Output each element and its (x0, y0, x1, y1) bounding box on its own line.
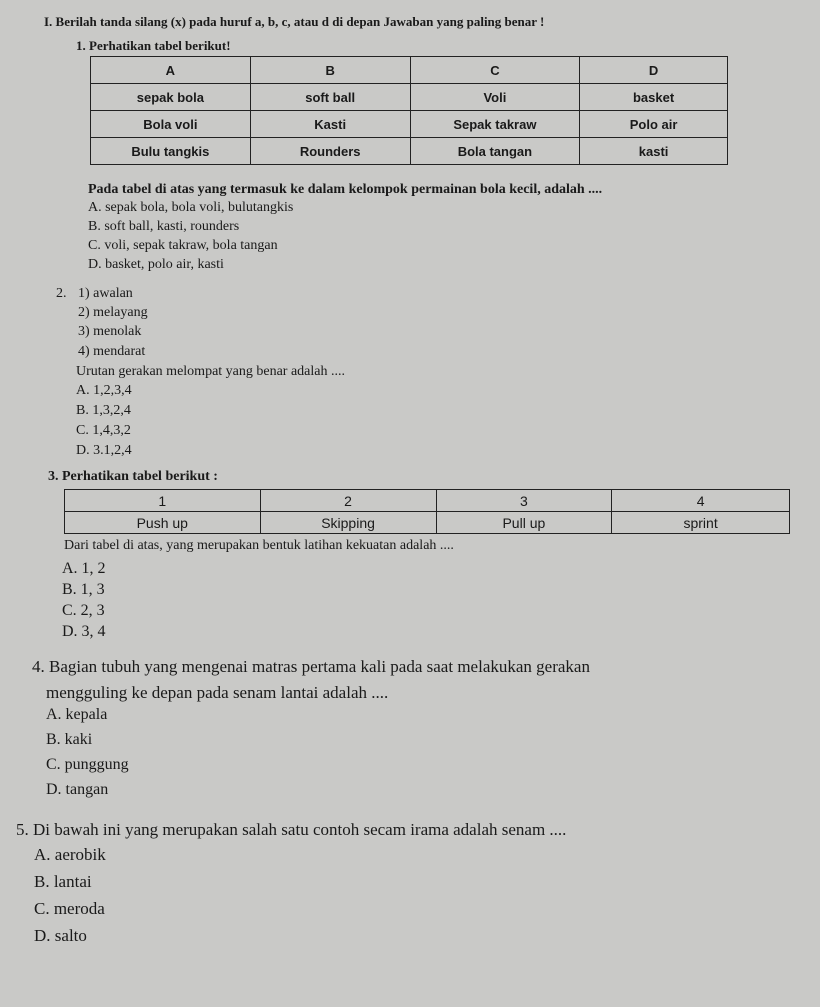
q4-option-a[interactable]: A. kepala (46, 706, 108, 723)
table-cell: Push up (65, 512, 261, 534)
table-cell: Skipping (260, 512, 436, 534)
q3-table (64, 489, 790, 534)
q2-question: Urutan gerakan melompat yang benar adalah .... (76, 364, 346, 379)
table-cell: Voli (410, 84, 580, 111)
q3-intro: 3. Perhatikan tabel berikut : (48, 469, 218, 484)
table-cell: sepak bola (91, 84, 251, 111)
q2-option-d[interactable]: D. 3.1,2,4 (76, 443, 132, 458)
q1-header-b: B (250, 57, 410, 84)
q4-question-line2: mengguling ke depan pada senam lantai adalah .... (46, 683, 389, 702)
instruction: I. Berilah tanda silang (x) pada huruf a, b, c, atau d di depan Jawaban yang paling benar ! (44, 14, 545, 29)
table-cell: Pull up (436, 512, 612, 534)
q1-option-a[interactable]: A. sepak bola, bola voli, bulutangkis (88, 200, 294, 215)
table-cell: Bola tangan (410, 138, 580, 165)
q1-table-header-row (91, 57, 728, 84)
q1-option-b[interactable]: B. soft ball, kasti, rounders (88, 219, 240, 234)
table-cell: Bola voli (91, 111, 251, 138)
q2-step-2: 2) melayang (78, 305, 148, 320)
q5-option-a[interactable]: A. aerobik (34, 845, 106, 864)
q4-option-d[interactable]: D. tangan (46, 781, 109, 798)
q3-question: Dari tabel di atas, yang merupakan bentuk latihan kekuatan adalah .... (64, 538, 454, 553)
table-cell: Bulu tangkis (91, 138, 251, 165)
q5-option-c[interactable]: C. meroda (34, 899, 105, 918)
q1-header-a: A (91, 57, 251, 84)
q5-option-b[interactable]: B. lantai (34, 872, 92, 891)
table-cell: basket (580, 84, 728, 111)
q2-number: 2. (56, 286, 67, 301)
table-cell: Rounders (250, 138, 410, 165)
q3-header-1: 1 (65, 490, 261, 512)
q3-option-c[interactable]: C. 2, 3 (62, 602, 105, 619)
q3-header-4: 4 (612, 490, 790, 512)
q4-question-line1: 4. Bagian tubuh yang mengenai matras pertama kali pada saat melakukan gerakan (32, 657, 590, 676)
q5-option-d[interactable]: D. salto (34, 926, 87, 945)
q3-option-d[interactable]: D. 3, 4 (62, 623, 106, 640)
table-row (91, 138, 728, 165)
table-row (91, 111, 728, 138)
q5-question: 5. Di bawah ini yang merupakan salah satu contoh secam irama adalah senam .... (16, 820, 567, 839)
q1-option-c[interactable]: C. voli, sepak takraw, bola tangan (88, 238, 278, 253)
q2-step-3: 3) menolak (78, 324, 142, 339)
table-cell: kasti (580, 138, 728, 165)
table-cell: Polo air (580, 111, 728, 138)
table-cell: Sepak takraw (410, 111, 580, 138)
table-cell: soft ball (250, 84, 410, 111)
q2-option-a[interactable]: A. 1,2,3,4 (76, 383, 132, 398)
table-cell: sprint (612, 512, 790, 534)
q2-option-b[interactable]: B. 1,3,2,4 (76, 403, 131, 418)
q1-option-d[interactable]: D. basket, polo air, kasti (88, 257, 224, 272)
q1-intro: 1. Perhatikan tabel berikut! (76, 38, 231, 53)
q3-header-2: 2 (260, 490, 436, 512)
q1-header-d: D (580, 57, 728, 84)
table-row (91, 84, 728, 111)
q1-header-c: C (410, 57, 580, 84)
q2-step-4: 4) mendarat (78, 344, 146, 359)
table-cell: Kasti (250, 111, 410, 138)
q2-option-c[interactable]: C. 1,4,3,2 (76, 423, 131, 438)
q1-question: Pada tabel di atas yang termasuk ke dalam kelompok permainan bola kecil, adalah .... (88, 182, 603, 197)
q3-table-header-row (65, 490, 790, 512)
q3-option-a[interactable]: A. 1, 2 (62, 560, 106, 577)
q3-header-3: 3 (436, 490, 612, 512)
q4-option-b[interactable]: B. kaki (46, 731, 93, 748)
q1-table (90, 56, 728, 165)
q4-option-c[interactable]: C. punggung (46, 756, 129, 773)
q2-step-1: 1) awalan (78, 286, 133, 301)
q3-option-b[interactable]: B. 1, 3 (62, 581, 105, 598)
table-row (65, 512, 790, 534)
